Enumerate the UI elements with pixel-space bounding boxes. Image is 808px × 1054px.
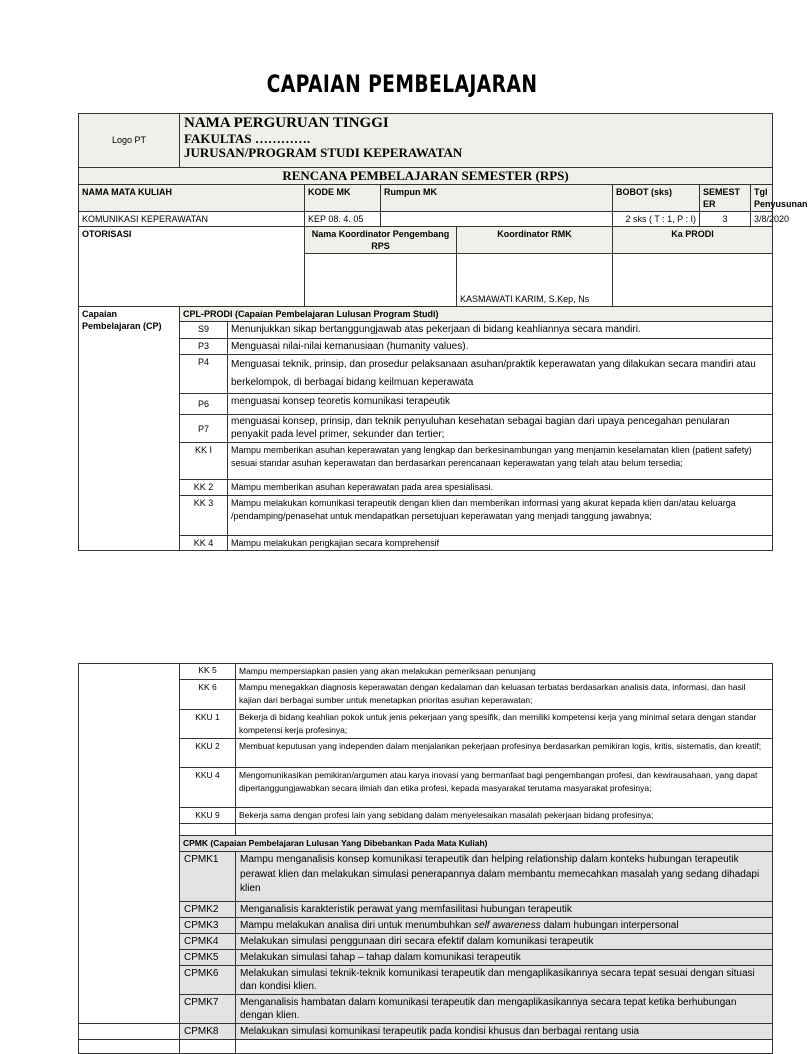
cpmk-code: CPMK8 xyxy=(180,1024,236,1040)
cpl-prodi-header: CPL-PRODI (Capaian Pembelajaran Lulusan Program Studi) xyxy=(180,307,773,322)
cpl-code: KKU 4 xyxy=(180,767,236,807)
cpl-text: Mengomunikasikan pemikiran/argumen atau karya inovasi yang bermanfaat bagi pengembangan profesi, dan kewirausahaan, yang dapat dipertanggungjawabkan secara ilmiah dan etika profesi, kepada masyarakat terutama masyarakat profesinya; xyxy=(236,767,773,807)
course-code-label: KODE MK xyxy=(305,184,381,211)
cpmk-header: CPMK (Capaian Pembelajaran Lulusan Yang Dibebankan Pada Mata Kuliah) xyxy=(180,836,773,852)
koordinator-pengembang-label: Nama Koordinator Pengembang RPS xyxy=(305,227,457,254)
cpl-code: KK 4 xyxy=(180,535,228,550)
empty-cell xyxy=(236,824,773,836)
rps-table-page-1 xyxy=(78,113,808,551)
cpl-code: KK 5 xyxy=(180,664,236,680)
cpl-code: KK 6 xyxy=(180,680,236,709)
cp-label: Capaian Pembelajaran (CP) xyxy=(79,307,180,550)
course-rumpun-label: Rumpun MK xyxy=(381,184,613,211)
cpl-text: Bekerja sama dengan profesi lain yang sebidang dalam menyelesaikan masalah pekerjaan bidang profesinya; xyxy=(236,807,773,823)
course-date-value: 3/8/2020 xyxy=(751,211,773,226)
institution-name: NAMA PERGURUAN TINGGI xyxy=(184,115,389,131)
course-semester-label: SEMEST ER xyxy=(700,184,751,211)
cpl-text: Membuat keputusan yang independen dalam menjalankan pekerjaan profesinya berdasarkan pemikiran logis, kritis, sistematis, dan kreatif; xyxy=(236,738,773,767)
faculty-name: FAKULTAS …………. xyxy=(184,130,311,146)
cpl-text: Menunjukkan sikap bertanggungjawab atas pekerjaan di bidang keahliannya secara mandiri. xyxy=(228,322,773,339)
empty-cell xyxy=(79,1024,180,1040)
cpl-text: Bekerja di bidang keahlian pokok untuk jenis pekerjaan yang spesifik, dan memiliki kompetensi kerja yang minimal setara dengan standar kompetensi kerja profesinya; xyxy=(236,709,773,738)
cpl-code: P3 xyxy=(180,338,228,355)
cpmk-text: Menganalisis karakteristik perawat yang memfasilitasi hubungan terapeutik xyxy=(236,902,773,918)
rps-table-page-2 xyxy=(78,663,773,1054)
cpl-code: P6 xyxy=(180,394,228,415)
empty-cell xyxy=(79,1040,180,1054)
cpl-code: S9 xyxy=(180,322,228,339)
ka-prodi-label: Ka PRODI xyxy=(613,227,773,254)
cpmk-text: Mampu menganalisis konsep komunikasi terapeutik dan helping relationship dalam konteks hubungan terapeutik perawat klien dan melakukan simulasi penerapannya dalam membantu memecahkan masalah yang sedang dihadapi klien xyxy=(236,852,773,902)
course-bobot-label: BOBOT (sks) xyxy=(613,184,700,211)
cpl-text: Mampu menegakkan diagnosis keperawatan dengan kedalaman dan keluasan terbatas berdasarkan analisis data, informasi, dan hasil kajian dari berbagai sumber untuk menetapkan prioritas asuhan keperawatan; xyxy=(236,680,773,709)
cpl-text: Mampu memberikan asuhan keperawatan pada area spesialisasi. xyxy=(228,480,773,495)
cpl-text: Mampu melakukan pengkajian secara komprehensif xyxy=(228,535,773,550)
course-rumpun-value xyxy=(381,211,613,226)
course-code-value: KEP 08. 4. 05 xyxy=(305,211,381,226)
cpl-code: P7 xyxy=(180,415,228,443)
cpl-code: KKU 1 xyxy=(180,709,236,738)
cpmk-text: Menganalisis hambatan dalam komunikasi terapeutik dan mengaplikasikannya secara tepat ketika berhubungan dengan klien. xyxy=(236,995,773,1024)
cpmk-code: CPMK2 xyxy=(180,902,236,918)
cpmk-text: Melakukan simulasi penggunaan diri secara efektif dalam komunikasi terapeutik xyxy=(236,934,773,950)
logo-placeholder: Logo PT xyxy=(79,114,180,168)
cpmk-code: CPMK4 xyxy=(180,934,236,950)
course-name-label: NAMA MATA KULIAH xyxy=(79,184,305,211)
cpl-text: Mampu memberikan asuhan keperawatan yang lengkap dan berkesinambungan yang menjamin keselamatan klien (patient safety) sesuai standar asuhan keperawatan dan berdasarkan perencanaan keperawatan yang telah atau belum tersedia; xyxy=(228,443,773,480)
cpmk-text: Melakukan simulasi komunikasi terapeutik pada kondisi khusus dan berbagai rentang usia xyxy=(236,1024,773,1040)
cpl-code: KK 2 xyxy=(180,480,228,495)
cpmk-text: Mampu melakukan analisa diri untuk menumbuhkan self awareness dalam hubungan interpersonal xyxy=(236,918,773,934)
koordinator-rmk-label: Koordinator RMK xyxy=(457,227,613,254)
ka-prodi-sign xyxy=(613,254,773,307)
cpmk-text: Melakukan simulasi teknik-teknik komunikasi terapeutik dan mengaplikasikannya secara tepat sesuai dengan situasi dan kondisi klien. xyxy=(236,966,773,995)
course-bobot-value: 2 sks ( T : 1, P : I) xyxy=(613,211,700,226)
rps-title: RENCANA PEMBELAJARAN SEMESTER (RPS) xyxy=(79,168,773,185)
course-name-value: KOMUNIKASI KEPERAWATAN xyxy=(79,211,305,226)
cpmk-code: CPMK7 xyxy=(180,995,236,1024)
course-date-label: Tgl Penyusunan xyxy=(751,184,773,211)
department-name: JURUSAN/PROGRAM STUDI KEPERAWATAN xyxy=(184,145,463,161)
cpl-code: KK I xyxy=(180,443,228,480)
page-title: CAPAIAN PEMBELAJARAN xyxy=(266,70,538,98)
empty-cell xyxy=(180,1040,236,1054)
cpl-code: KKU 9 xyxy=(180,807,236,823)
cpl-text: Mampu mempersiapkan pasien yang akan melakukan pemeriksaan penunjang xyxy=(236,664,773,680)
cpmk-text: Melakukan simulasi tahap – tahap dalam komunikasi terapeutik xyxy=(236,950,773,966)
cpmk-code: CPMK5 xyxy=(180,950,236,966)
otorisasi-label: OTORISASI xyxy=(79,227,305,307)
koordinator-pengembang-sign xyxy=(305,254,457,307)
empty-cell xyxy=(236,1040,773,1054)
cpl-code: P4 xyxy=(180,355,228,394)
cpl-text: Menguasai nilai-nilai kemanusiaan (humanity values). xyxy=(228,338,773,355)
koordinator-rmk-name: KASMAWATI KARIM, S.Kep, Ns xyxy=(457,254,613,307)
cpl-text: Menguasai teknik, prinsip, dan prosedur pelaksanaan asuhan/praktik keperawatan yang dilakukan secara mandiri atau berkelompok, di berbagai bidang keilmuan keperawata xyxy=(228,355,773,394)
empty-cell xyxy=(180,824,236,836)
cpl-text: Mampu melakukan komunikasi terapeutik dengan klien dan memberikan informasi yang akurat kepada klien dan/atau keluarga /pendamping/penasehat untuk mendapatkan persetujuan keperawatan yang menjadi tanggung jawabnya; xyxy=(228,495,773,535)
institution-header xyxy=(180,114,773,168)
cpl-code: KK 3 xyxy=(180,495,228,535)
cpmk-code: CPMK6 xyxy=(180,966,236,995)
cpmk-code: CPMK1 xyxy=(180,852,236,902)
cpmk-code: CPMK3 xyxy=(180,918,236,934)
cpl-code: KKU 2 xyxy=(180,738,236,767)
course-semester-value: 3 xyxy=(700,211,751,226)
cpl-text: menguasai konsep, prinsip, dan teknik penyuluhan kesehatan sebagai bagian dari upaya pencegahan penularan penyakit pada level primer, sekunder dan tertier; xyxy=(228,415,773,443)
cp-label-continued xyxy=(79,664,180,1024)
cpl-text: menguasai konsep teoretis komunikasi terapeutik xyxy=(228,394,773,415)
